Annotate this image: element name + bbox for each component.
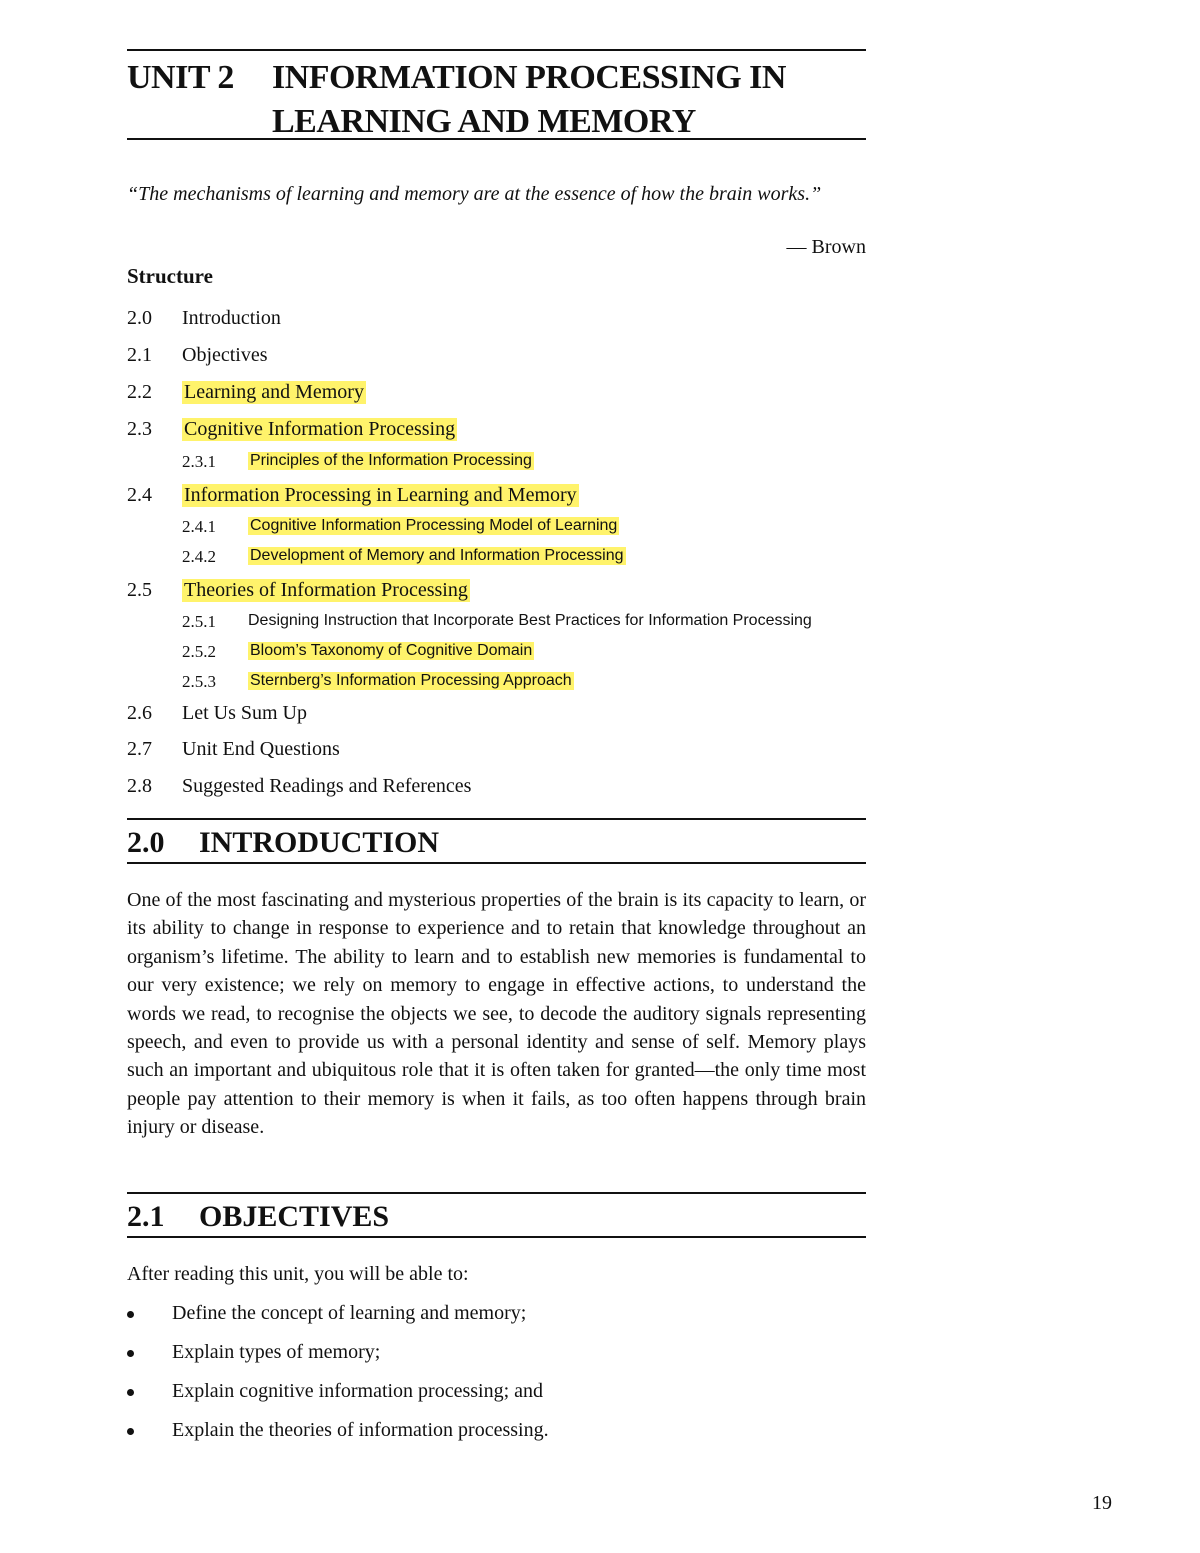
section-number: 2.1: [127, 1200, 165, 1233]
toc-item-number: 2.5.3: [182, 672, 216, 691]
toc-item-label: Bloom’s Taxonomy of Cognitive Domain: [250, 642, 533, 659]
toc-item-label: Cognitive Information Processing Model of Learning: [250, 517, 618, 534]
objectives-top-rule: [127, 1192, 866, 1194]
toc-item-number: 2.2: [127, 381, 152, 403]
objective-text: Explain the theories of information processing.: [172, 1419, 549, 1441]
toc-item-number: 2.5.1: [182, 612, 216, 631]
unit-label: UNIT 2: [127, 59, 234, 96]
toc-item-label: Designing Instruction that Incorporate Best Practices for Information Processing: [248, 612, 812, 629]
toc-item-label: Objectives: [182, 344, 268, 366]
section-title: OBJECTIVES: [199, 1200, 390, 1233]
toc-item-number: 2.0: [127, 307, 152, 329]
page-number: 19: [1092, 1492, 1112, 1514]
toc-item-label: Let Us Sum Up: [182, 702, 307, 724]
bullet-icon: [127, 1311, 134, 1318]
intro-bottom-rule: [127, 862, 866, 864]
epigraph-quote: “The mechanisms of learning and memory are at the essence of how the brain works.”: [127, 183, 822, 205]
toc-item-number: 2.4: [127, 484, 152, 506]
toc-item-number: 2.3.1: [182, 452, 216, 471]
unit-title-line-1: INFORMATION PROCESSING IN: [272, 59, 786, 96]
structure-heading: Structure: [127, 264, 213, 288]
toc-item-label: Introduction: [182, 307, 281, 329]
toc-item-number: 2.6: [127, 702, 152, 724]
toc-item-number: 2.5.2: [182, 642, 216, 661]
objectives-intro: After reading this unit, you will be able to:: [127, 1263, 469, 1285]
objective-text: Explain types of memory;: [172, 1341, 381, 1363]
toc-item-number: 2.1: [127, 344, 152, 366]
toc-item-label: Theories of Information Processing: [184, 579, 468, 601]
toc-item-label: Unit End Questions: [182, 738, 340, 760]
epigraph-attribution: — Brown: [786, 236, 866, 258]
bullet-icon: [127, 1350, 134, 1357]
toc-item-label: Information Processing in Learning and Memory: [184, 484, 577, 506]
toc-item-number: 2.4.1: [182, 517, 216, 536]
title-bottom-rule: [127, 138, 866, 140]
objectives-bottom-rule: [127, 1236, 866, 1238]
toc-item-number: 2.3: [127, 418, 152, 440]
toc-item-number: 2.4.2: [182, 547, 216, 566]
toc-item-number: 2.8: [127, 775, 152, 797]
objective-text: Define the concept of learning and memory;: [172, 1302, 527, 1324]
toc-item-label: Suggested Readings and References: [182, 775, 472, 797]
toc-item-label: Principles of the Information Processing: [250, 452, 532, 469]
toc-item-label: Sternberg’s Information Processing Approach: [250, 672, 572, 689]
objective-text: Explain cognitive information processing; and: [172, 1380, 544, 1402]
bullet-icon: [127, 1428, 134, 1435]
toc-item-label: Development of Memory and Information Processing: [250, 547, 624, 564]
title-top-rule: [127, 49, 866, 51]
toc-item-number: 2.7: [127, 738, 152, 760]
unit-title-line-2: LEARNING AND MEMORY: [272, 103, 696, 140]
section-number: 2.0: [127, 826, 165, 859]
section-title: INTRODUCTION: [199, 826, 440, 859]
bullet-icon: [127, 1389, 134, 1396]
toc-item-number: 2.5: [127, 579, 152, 601]
introduction-paragraph: One of the most fascinating and mysterious properties of the brain is its capacity to learn, or its ability to change in response to experience and to retain that knowledge throughout an organism’s lifetime. The ability to learn and to establish new memories is fundamental to our very existence; we rely on memory to engage in effective actions, to understand the words we read, to recognise the objects we see, to decode the auditory signals representing speech, and even to provide us with a personal identity and sense of self. Memory plays such an important and ubiquitous role that it is often taken for granted—the only time most people pay attention to their memory is when it fails, as too often happens through brain injury or disease.: [127, 889, 866, 1139]
toc-item-label: Cognitive Information Processing: [184, 418, 456, 440]
toc-item-label: Learning and Memory: [184, 381, 364, 403]
intro-top-rule: [127, 818, 866, 820]
